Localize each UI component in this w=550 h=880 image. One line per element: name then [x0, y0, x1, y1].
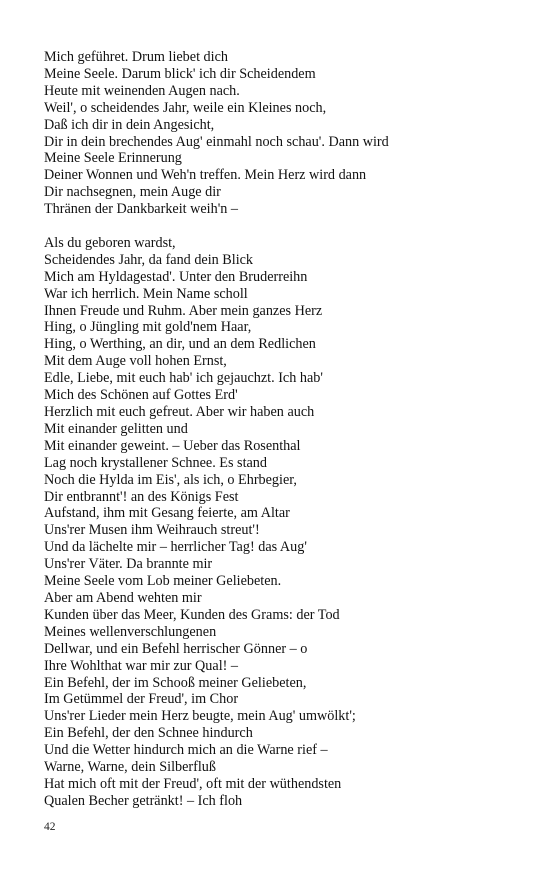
verse-line: Und die Wetter hindurch mich an die Warne rief – [44, 742, 328, 759]
verse-line: Mit einander gelitten und [44, 420, 188, 437]
verse-line: Ihre Wohlthat war mir zur Qual! – [44, 657, 239, 674]
verse-line: Ein Befehl, der den Schnee hindurch [44, 725, 253, 742]
stanza [44, 49, 524, 218]
page-number: 42 [44, 821, 56, 833]
verse-line: Mich des Schönen auf Gottes Erd' [44, 387, 238, 404]
verse-line: Heute mit weinenden Augen nach. [44, 82, 240, 99]
verse-line: Mich geführet. Drum liebet dich [44, 49, 228, 65]
verse-line: Meine Seele Erinnerung [44, 150, 182, 167]
verse-line: Meine Seele vom Lob meiner Geliebeten. [44, 573, 282, 590]
poem-stanzas [44, 49, 524, 810]
verse-line: Warne, Warne, dein Silberfluß [44, 759, 216, 776]
verse-line: Als du geboren wardst, [44, 234, 176, 251]
verse-line: Mit dem Auge voll hohen Ernst, [44, 353, 227, 370]
verse-line: Kunden über das Meer, Kunden des Grams: der Tod [44, 606, 340, 623]
verse-line: Lag noch krystallener Schnee. Es stand [44, 454, 267, 471]
verse-line: Daß ich dir in dein Angesicht, [44, 116, 215, 133]
verse-line: Dir nachsegnen, mein Auge dir [44, 184, 221, 201]
verse-line: Mich am Hyldagestad'. Unter den Bruderreihn [44, 268, 308, 285]
verse-line: Weil', o scheidendes Jahr, weile ein Kleines noch, [44, 99, 327, 116]
poem-text-block [44, 49, 524, 810]
verse-line: Hat mich oft mit der Freud', oft mit der wüthendsten [44, 775, 342, 792]
verse-line: Herzlich mit euch gefreut. Aber wir haben auch [44, 404, 315, 421]
verse-line: Meines wellenverschlungenen [44, 623, 217, 640]
verse-line: Noch die Hylda im Eis', als ich, o Ehrbegier, [44, 471, 297, 488]
verse-line: Uns'rer Musen ihm Weihrauch streut'! [44, 522, 260, 539]
verse-line: Ihnen Freude und Ruhm. Aber mein ganzes Herz [44, 302, 323, 319]
verse-line: Edle, Liebe, mit euch hab' ich gejauchzt. Ich hab' [44, 370, 323, 387]
verse-line: Hing, o Jüngling mit gold'nem Haar, [44, 319, 252, 336]
verse-line: Scheidendes Jahr, da fand dein Blick [44, 251, 254, 268]
stanza [44, 235, 524, 810]
verse-line: War ich herrlich. Mein Name scholl [44, 285, 248, 302]
verse-line: Hing, o Werthing, an dir, und an dem Redlichen [44, 336, 316, 353]
verse-line: Und da lächelte mir – herrlicher Tag! das Aug' [44, 539, 307, 556]
verse-line: Aufstand, ihm mit Gesang feierte, am Altar [44, 505, 290, 522]
verse-line: Ein Befehl, der im Schooß meiner Geliebeten, [44, 674, 307, 691]
verse-line: Qualen Becher getränkt! – Ich floh [44, 792, 243, 809]
verse-line: Uns'rer Lieder mein Herz beugte, mein Aug' umwölkt'; [44, 708, 356, 725]
verse-line: Dir entbrannt'! an des Königs Fest [44, 488, 239, 505]
verse-line: Im Getümmel der Freud', im Chor [44, 691, 239, 708]
verse-line: Deiner Wonnen und Weh'n treffen. Mein Herz wird dann [44, 167, 367, 184]
verse-line: Aber am Abend wehten mir [44, 589, 202, 606]
verse-line: Meine Seele. Darum blick' ich dir Scheidendem [44, 65, 316, 82]
verse-line: Dellwar, und ein Befehl herrischer Gönner – o [44, 640, 308, 657]
verse-line: Mit einander geweint. – Ueber das Rosenthal [44, 437, 301, 454]
verse-line: Thränen der Dankbarkeit weih'n – [44, 201, 239, 218]
verse-line: Dir in dein brechendes Aug' einmahl noch schau'. Dann wird [44, 133, 389, 150]
verse-line: Uns'rer Väter. Da brannte mir [44, 556, 213, 573]
